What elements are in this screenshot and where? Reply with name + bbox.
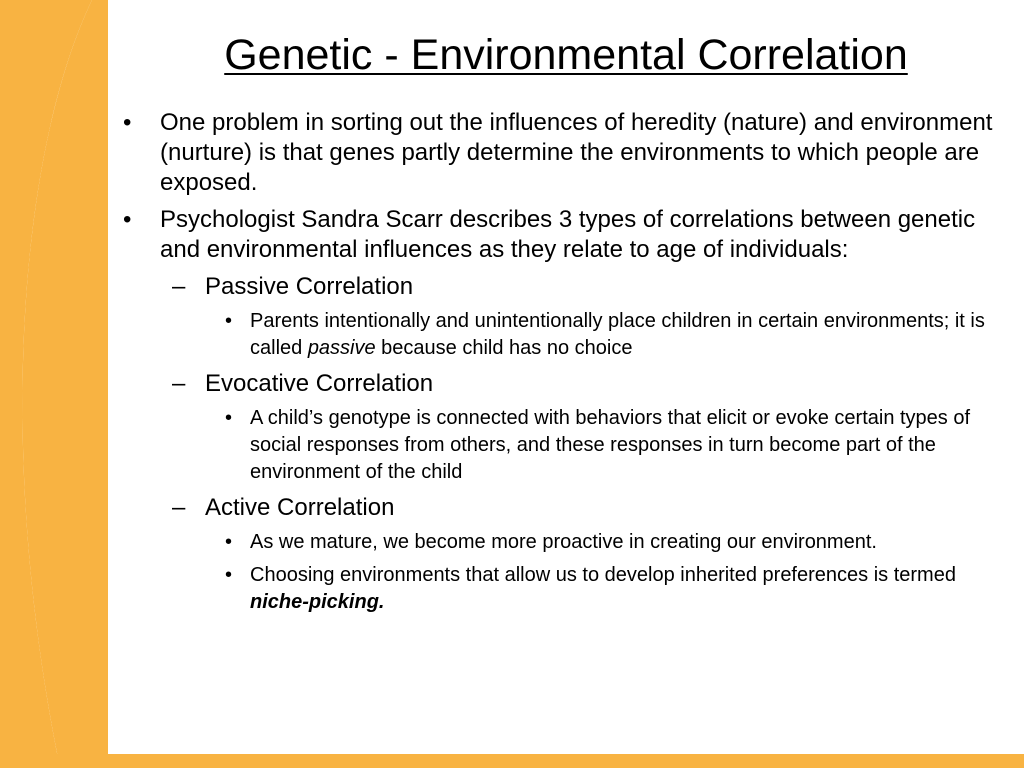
- detail-item-passive: [118, 308, 998, 362]
- detail-item-evocative: [118, 405, 998, 486]
- subheading-text: Active Correlation: [205, 494, 395, 521]
- bullet-text: One problem in sorting out the influences of heredity (nature) and environment (nurture) is that genes partly determine the environments to which people are exposed.: [160, 109, 993, 196]
- bullet-marker: •: [225, 531, 233, 553]
- bullet-item-scarr-correlations: [118, 205, 998, 265]
- slide-title: Genetic - Environmental Correlation: [224, 31, 908, 79]
- detail-text: A child’s genotype is connected with behaviors that elicit or evoke certain types of social responses from others, and these responses in turn become part of the environment of the child: [250, 407, 971, 483]
- dash-marker: –: [172, 370, 186, 397]
- bullet-marker: •: [123, 109, 132, 136]
- bullet-marker: •: [225, 564, 233, 586]
- subheading-passive-correlation: [118, 272, 998, 302]
- bullet-marker: •: [225, 310, 233, 332]
- detail-text: Parents intentionally and unintentionally place children in certain environments; it is called: [250, 310, 985, 359]
- dash-marker: –: [172, 494, 186, 521]
- detail-emphasis: passive: [307, 337, 376, 359]
- detail-item-niche-picking: [118, 562, 998, 616]
- detail-text-end: because child has no choice: [375, 337, 633, 359]
- bullet-marker: •: [225, 407, 233, 429]
- detail-emphasis: niche-picking.: [250, 591, 385, 613]
- detail-item-active-mature: [118, 529, 998, 556]
- bullet-text: Psychologist Sandra Scarr describes 3 types of correlations between genetic and environmental influences as they relate to age of individuals:: [160, 206, 976, 263]
- bullet-item-heredity-environment: [118, 108, 998, 198]
- subheading-text: Passive Correlation: [205, 273, 414, 300]
- detail-text: As we mature, we become more proactive in creating our environment.: [250, 531, 877, 553]
- dash-marker: –: [172, 273, 186, 300]
- subheading-text: Evocative Correlation: [205, 370, 434, 397]
- detail-text: Choosing environments that allow us to develop inherited preferences is termed: [250, 564, 956, 586]
- slide-body: [118, 108, 998, 623]
- subheading-evocative-correlation: [118, 369, 998, 399]
- bullet-marker: •: [123, 206, 132, 233]
- subheading-active-correlation: [118, 493, 998, 523]
- bottom-edge-band: [0, 754, 1024, 768]
